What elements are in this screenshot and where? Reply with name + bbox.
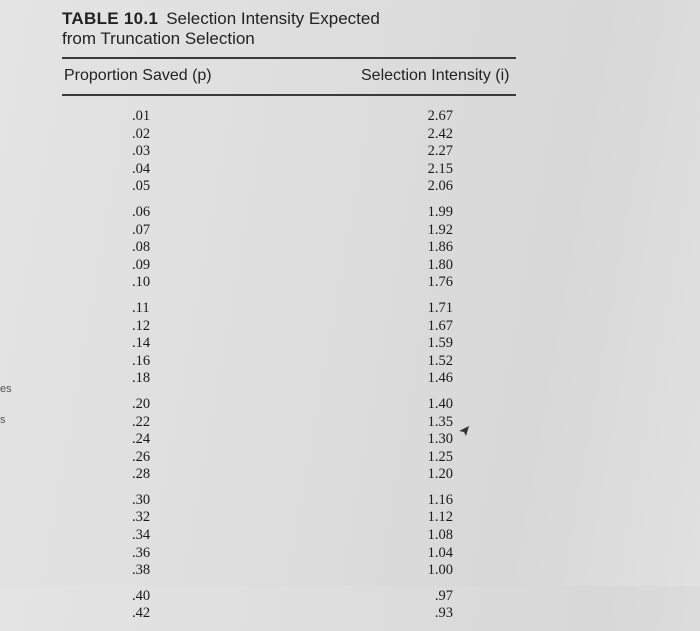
- proportion-saved-cell: .40: [132, 587, 151, 604]
- row-group: [419, 588, 453, 623]
- column-header-selection-intensity: Selection Intensity (i): [361, 67, 510, 84]
- selection-intensity-cell: 1.08: [427, 527, 453, 544]
- table-title-line-1: Selection Intensity Expected: [166, 9, 380, 28]
- table-label: TABLE 10.1: [62, 9, 159, 28]
- selection-intensity-cell: 1.59: [427, 335, 453, 352]
- selection-intensity-cell: 1.04: [427, 544, 453, 561]
- selection-intensity-cell: 2.15: [427, 160, 453, 177]
- proportion-saved-cell: .05: [132, 178, 151, 195]
- row-group: [132, 396, 150, 484]
- proportion-saved-cell: .42: [132, 605, 151, 622]
- proportion-saved-cell: .11: [132, 299, 150, 316]
- proportion-saved-cell: .14: [132, 335, 151, 352]
- proportion-saved-cell: .06: [132, 203, 151, 220]
- proportion-saved-cell: .32: [132, 509, 151, 526]
- row-group: [132, 588, 150, 623]
- proportion-saved-cell: .16: [132, 352, 151, 369]
- proportion-saved-cell: .22: [132, 413, 151, 430]
- selection-intensity-cell: 1.92: [427, 221, 453, 238]
- selection-intensity-cell: 1.67: [427, 317, 453, 334]
- selection-intensity-cell: 1.40: [427, 395, 453, 412]
- proportion-saved-cell: .12: [132, 317, 151, 334]
- selection-intensity-cell: 1.86: [427, 239, 453, 256]
- selection-intensity-cell: 1.76: [427, 274, 453, 291]
- row-group: [132, 300, 150, 388]
- selection-intensity-cell: 1.99: [427, 203, 453, 220]
- selection-intensity-cell: 1.25: [427, 448, 453, 465]
- selection-intensity-cell: .93: [434, 605, 453, 622]
- proportion-saved-cell: .36: [132, 544, 151, 561]
- proportion-saved-cell: .07: [132, 221, 151, 238]
- proportion-saved-cell: .09: [132, 256, 151, 273]
- proportion-saved-cell: .03: [132, 143, 151, 160]
- selection-intensity-cell: 1.46: [427, 370, 453, 387]
- proportion-saved-cell: .30: [132, 491, 151, 508]
- selection-intensity-cell: 2.06: [427, 178, 453, 195]
- proportion-saved-cell: .02: [132, 125, 151, 142]
- proportion-saved-cell: .08: [132, 239, 151, 256]
- table-title-line-2: from Truncation Selection: [62, 29, 255, 48]
- row-group: [419, 300, 453, 388]
- table-header-rule: [62, 94, 516, 96]
- selection-intensity-cell: .97: [434, 587, 453, 604]
- selection-intensity-cell: 1.35: [427, 413, 453, 430]
- table-top-rule: [62, 57, 516, 59]
- row-group: [132, 492, 150, 580]
- selection-intensity-cell: 1.20: [427, 466, 453, 483]
- proportion-saved-cell: .18: [132, 370, 151, 387]
- proportion-saved-cell: .20: [132, 395, 151, 412]
- selection-intensity-cell: 1.52: [427, 352, 453, 369]
- proportion-saved-cell: .01: [132, 108, 151, 124]
- selection-intensity-cell: 1.16: [427, 491, 453, 508]
- column-header-proportion-saved: Proportion Saved (p): [64, 67, 212, 84]
- selection-intensity-cell: 1.30: [427, 431, 453, 448]
- selection-intensity-cell: 1.00: [427, 562, 453, 579]
- proportion-saved-cell: .04: [132, 160, 151, 177]
- margin-fragment: es: [0, 383, 12, 395]
- selection-intensity-cell: 1.80: [427, 256, 453, 273]
- row-group: [419, 492, 453, 580]
- proportion-saved-cell: .24: [132, 431, 151, 448]
- row-group: [132, 108, 150, 196]
- proportion-saved-cell: .10: [132, 274, 151, 291]
- selection-intensity-cell: 1.12: [427, 509, 453, 526]
- proportion-saved-cell: .34: [132, 527, 151, 544]
- selection-intensity-cell: 2.42: [427, 125, 453, 142]
- selection-intensity-cell: 2.67: [427, 108, 453, 124]
- row-group: [419, 204, 453, 292]
- selection-intensity-cell: 2.27: [427, 143, 453, 160]
- row-group: [419, 396, 453, 484]
- selection-intensity-cell: 1.71: [427, 299, 453, 316]
- margin-fragment: s: [0, 414, 6, 426]
- row-group: [132, 204, 150, 292]
- table-title: [62, 9, 380, 29]
- proportion-saved-column: [132, 108, 150, 631]
- proportion-saved-cell: .28: [132, 466, 151, 483]
- proportion-saved-cell: .26: [132, 448, 151, 465]
- mouse-cursor-icon: [458, 425, 470, 437]
- selection-intensity-column: [419, 108, 453, 631]
- proportion-saved-cell: .38: [132, 562, 151, 579]
- row-group: [419, 108, 453, 196]
